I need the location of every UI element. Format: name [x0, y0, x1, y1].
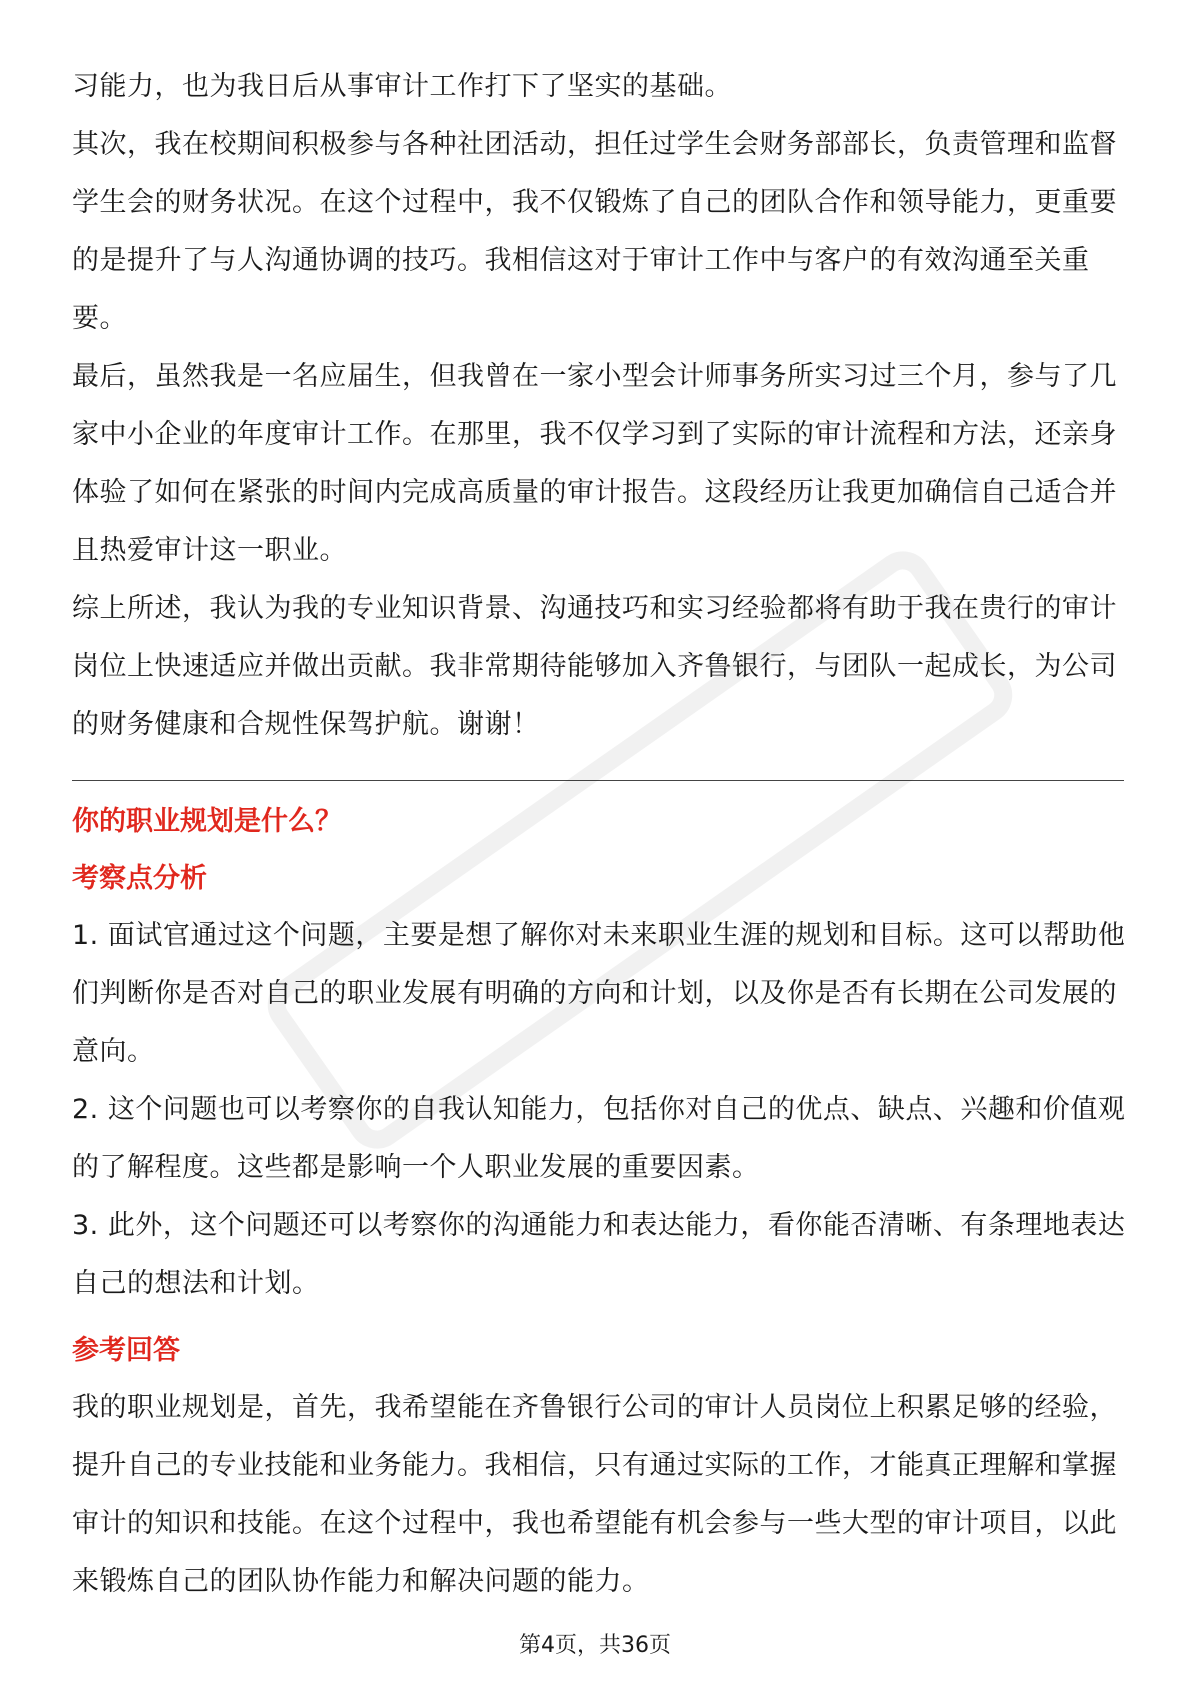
body-paragraph: 综上所述，我认为我的专业知识背景、沟通技巧和实习经验都将有助于我在贵行的审计岗位上快速适应并做出贡献。我非常期待能够加入齐鲁银行，与团队一起成长，为公司的财务健康和合规性保驾护航。谢谢！	[72, 593, 1117, 740]
answer-heading: 参考回答	[72, 1335, 180, 1366]
body-paragraph: 最后，虽然我是一名应届生，但我曾在一家小型会计师事务所实习过三个月，参与了几家中小企业的年度审计工作。在那里，我不仅学习到了实际的审计流程和方法，还亲身体验了如何在紧张的时间内完成高质量的审计报告。这段经历让我更加确信自己适合并且热爱审计这一职业。	[72, 361, 1117, 566]
question-title: 你的职业规划是什么？	[72, 806, 342, 837]
document-page	[72, 58, 1127, 1611]
analysis-point: 1. 面试官通过这个问题，主要是想了解你对未来职业生涯的规划和目标。这可以帮助他们判断你是否对自己的职业发展有明确的方向和计划，以及你是否有长期在公司发展的意向。	[72, 920, 1126, 1067]
body-paragraph: 习能力，也为我日后从事审计工作打下了坚实的基础。	[72, 71, 732, 102]
body-paragraph: 其次，我在校期间积极参与各种社团活动，担任过学生会财务部部长，负责管理和监督学生会的财务状况。在这个过程中，我不仅锻炼了自己的团队合作和领导能力，更重要的是提升了与人沟通协调的技巧。我相信这对于审计工作中与客户的有效沟通至关重要。	[72, 129, 1117, 334]
analysis-point: 3. 此外，这个问题还可以考察你的沟通能力和表达能力，看你能否清晰、有条理地表达自己的想法和计划。	[72, 1210, 1126, 1299]
analysis-heading: 考察点分析	[72, 863, 207, 894]
answer-paragraph: 我的职业规划是，首先，我希望能在齐鲁银行公司的审计人员岗位上积累足够的经验，提升自己的专业技能和业务能力。我相信，只有通过实际的工作，才能真正理解和掌握审计的知识和技能。在这个过程中，我也希望能有机会参与一些大型的审计项目，以此来锻炼自己的团队协作能力和解决问题的能力。	[72, 1392, 1117, 1597]
analysis-point: 2. 这个问题也可以考察你的自我认知能力，包括你对自己的优点、缺点、兴趣和价值观的了解程度。这些都是影响一个人职业发展的重要因素。	[72, 1094, 1126, 1183]
section-divider	[72, 780, 1124, 781]
page-number-footer: 第4页，共36页	[519, 1633, 671, 1658]
